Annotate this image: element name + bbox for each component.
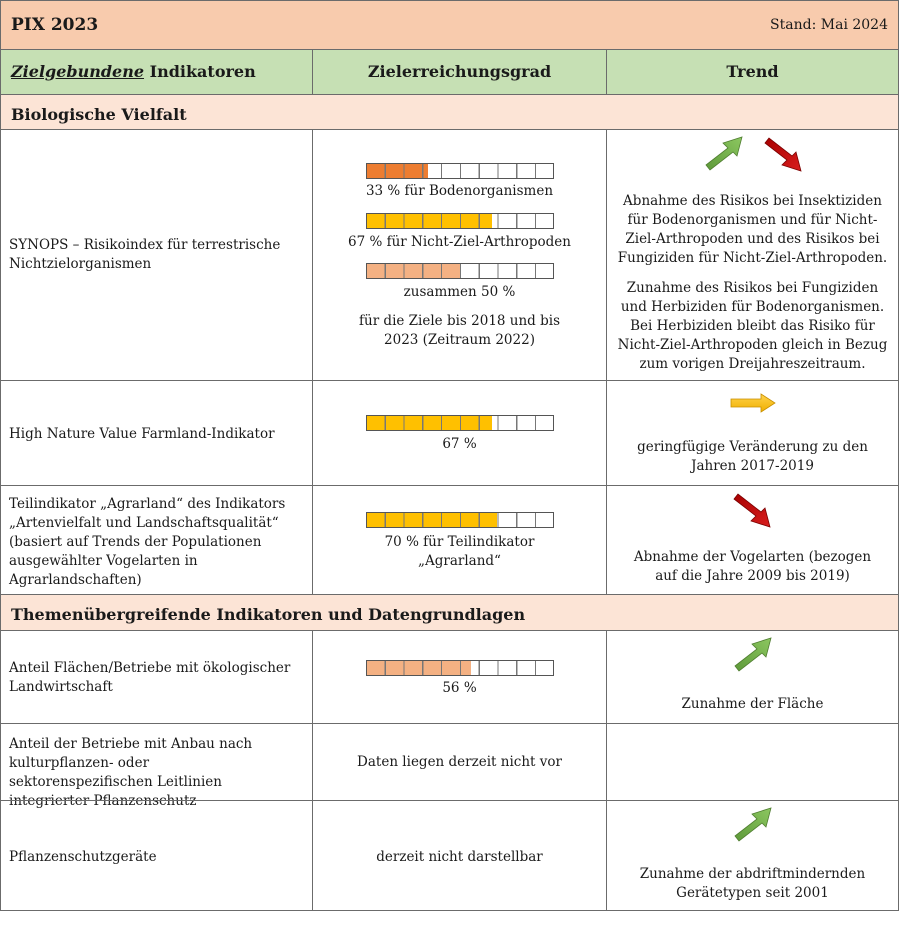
trend-text: geringfügige Veränderung zu den Jahren 2017-2019 <box>637 439 868 474</box>
progress-bar <box>366 213 554 229</box>
progress-ticks <box>367 416 553 430</box>
indicator-label: Teilindikator „Agrarland“ des Indikators „Artenvielfalt und Landschaftsqualität“ (basiert auf Trends der Populationen ausgewählter Vogelarten in Agrarlandschaften) <box>9 496 286 588</box>
section-header-bio <box>0 94 899 130</box>
indicator-cell <box>0 129 313 381</box>
progress-bar <box>366 263 554 279</box>
goal-cell <box>312 630 607 724</box>
column-header-goal-label: Zielerreichungsgrad <box>367 62 552 81</box>
indicator-label: Anteil der Betriebe mit Anbau nach kulturpflanzen- oder sektorenspezifischen Leitlinien integrierter Pflanzenschutz <box>9 736 253 809</box>
goal-status: Daten liegen derzeit nicht vor <box>357 754 562 770</box>
section-title-bio: Biologische Vielfalt <box>11 105 187 124</box>
table-row-geraete <box>0 800 899 911</box>
indicator-cell <box>0 485 313 595</box>
progress-label: 33 % für Bodenorganismen <box>365 183 554 199</box>
indicator-label: SYNOPS – Risikoindex für terrestrische Nichtzielorganismen <box>9 237 281 272</box>
goal-cell <box>312 485 607 595</box>
column-header-indicators <box>0 49 313 95</box>
indicator-cell <box>0 630 313 724</box>
goal-cell <box>312 800 607 911</box>
arrow-down-red-icon <box>732 490 776 530</box>
trend-text: Abnahme des Risikos bei Insektiziden für Bodenorganismen und für Nicht-Ziel-Arthropoden und des Risikos bei Fungiziden für Nicht-Ziel-Arthropoden. <box>617 193 888 266</box>
trend-text: Zunahme der Fläche <box>681 696 824 712</box>
trend-text: Zunahme des Risikos bei Fungiziden und Herbiziden für Bodenorganismen. Bei Herbiziden bleibt das Risiko für Nicht-Ziel-Arthropoden gleich in Bezug zum vorigen Dreijahreszeitraum. <box>617 280 888 372</box>
goal-note: für die Ziele bis 2018 und bis 2023 (Zeitraum 2022) <box>359 313 560 348</box>
section-header-themen <box>0 594 899 631</box>
arrow-up-green-icon <box>733 635 777 675</box>
title-bar <box>0 0 899 50</box>
indicator-label: High Nature Value Farmland-Indikator <box>9 426 275 442</box>
progress-ticks <box>367 214 553 228</box>
column-header-trend <box>606 49 899 95</box>
trend-cell <box>606 129 899 381</box>
trend-cell <box>606 485 899 595</box>
table-row-leitlinien <box>0 723 899 809</box>
column-header-goal <box>312 49 607 95</box>
progress-bar <box>366 512 554 528</box>
trend-text: Abnahme der Vogelarten (bezogen auf die Jahre 2009 bis 2019) <box>633 549 872 584</box>
page-title: PIX 2023 <box>11 15 99 35</box>
arrow-down-red-icon <box>763 134 807 174</box>
goal-cell <box>312 380 607 486</box>
table-row-agrarland <box>0 485 899 595</box>
trend-cell <box>606 723 899 801</box>
column-header-rest: Indikatoren <box>144 62 256 81</box>
column-header-row <box>0 49 899 95</box>
arrow-up-green-icon <box>704 134 748 174</box>
arrow-right-yellow-icon <box>729 392 777 414</box>
progress-label: 67 % für Nicht-Ziel-Arthropoden <box>348 234 571 250</box>
progress-bar <box>366 163 554 179</box>
table-row-hnv <box>0 380 899 486</box>
goal-cell <box>312 723 607 801</box>
goal-cell <box>312 129 607 381</box>
progress-ticks <box>367 661 553 675</box>
trend-cell <box>606 380 899 486</box>
progress-bar <box>366 660 554 676</box>
progress-label: 56 % <box>442 680 477 696</box>
arrow-up-green-icon <box>733 805 777 845</box>
trend-cell <box>606 800 899 911</box>
progress-label: zusammen 50 % <box>403 284 516 300</box>
section-title-themen: Themenübergreifende Indikatoren und Datengrundlagen <box>11 605 526 624</box>
trend-cell <box>606 630 899 724</box>
column-header-trend-label: Trend <box>726 62 779 81</box>
trend-text: Zunahme der abdriftmindernden Gerätetypen seit 2001 <box>639 866 866 901</box>
indicator-cell <box>0 723 313 809</box>
column-header-emphasis: Zielgebundene <box>11 62 145 81</box>
table-row-synops <box>0 129 899 381</box>
indicator-label: Anteil Flächen/Betriebe mit ökologischer Landwirtschaft <box>9 660 291 695</box>
goal-status: derzeit nicht darstellbar <box>376 849 543 865</box>
progress-ticks <box>367 164 553 178</box>
progress-ticks <box>367 264 553 278</box>
progress-ticks <box>367 513 553 527</box>
status-date: Stand: Mai 2024 <box>770 17 888 33</box>
table-row-oeko <box>0 630 899 724</box>
progress-bar <box>366 415 554 431</box>
progress-label: 70 % für Teilindikator „Agrarland“ <box>384 534 535 569</box>
progress-label: 67 % <box>442 436 477 452</box>
indicator-cell <box>0 380 313 486</box>
indicator-label: Pflanzenschutzgeräte <box>9 849 157 865</box>
indicator-cell <box>0 800 313 911</box>
